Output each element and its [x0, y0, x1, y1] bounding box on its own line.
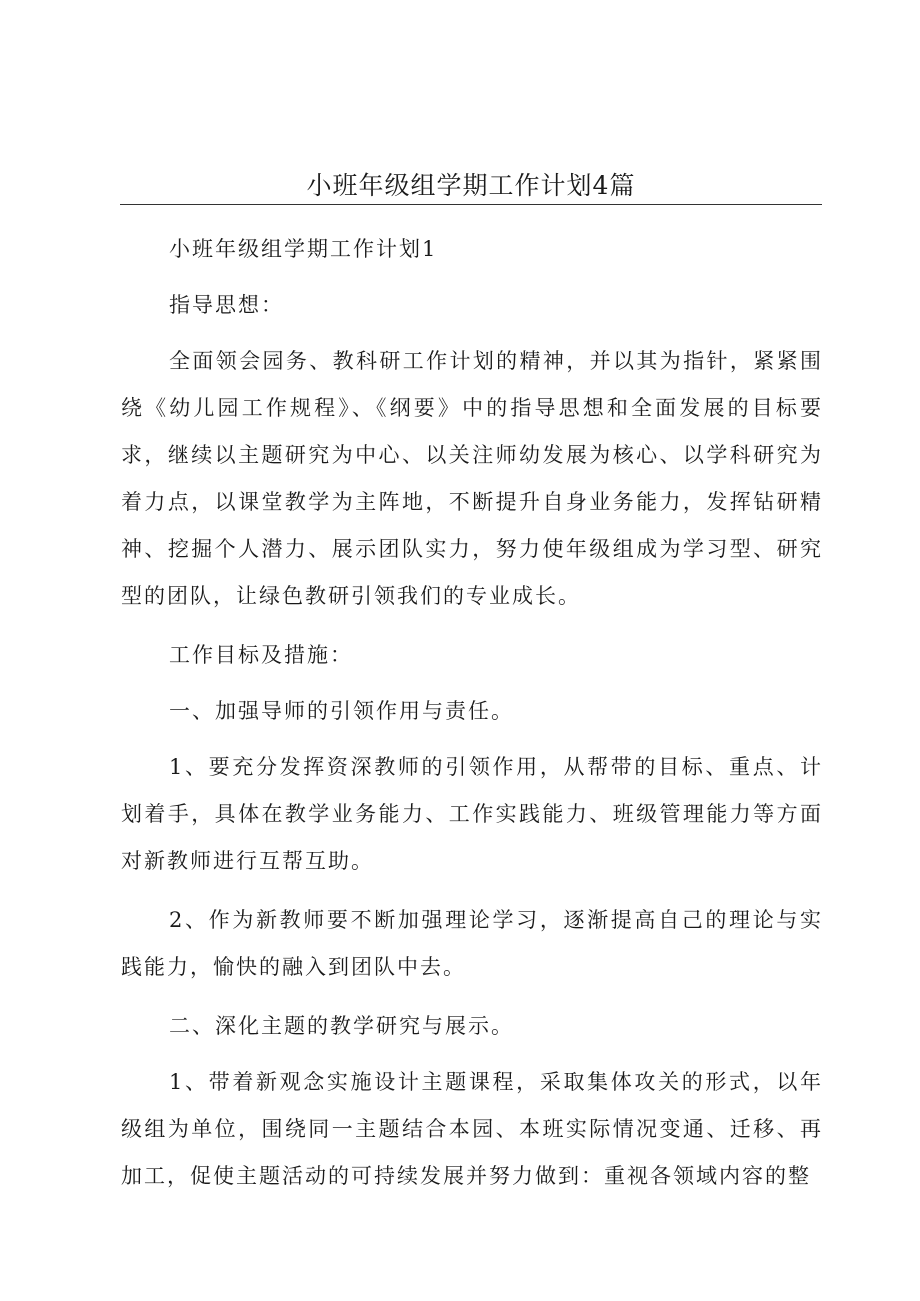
heading-theme-research: 二、深化主题的教学研究与展示。: [169, 1014, 514, 1038]
heading-goals-measures: 工作目标及措施：: [169, 643, 353, 667]
section-heading-plan-1: 小班年级组学期工作计划1: [169, 237, 438, 261]
heading-guiding-thought: 指导思想：: [169, 293, 284, 317]
paragraph-guiding-thought: 全面领会园务、教科研工作计划的精神，并以其为指针，紧紧围绕《幼儿园工作规程》、《纲要》中的指导思想和全面发展的目标要求，继续以主题研究为中心、以关注师幼发展为核心、以学科研究为着力点，以课堂教学为主阵地，不断提升自身业务能力，发挥钻研精神、挖掘个人潜力、展示团队实力，努力使年级组成为学习型、研究型的团队，让绿色教研引领我们的专业成长。: [121, 349, 823, 608]
paragraph-mentor-item-2: 2、作为新教师要不断加强理论学习，逐渐提高自己的理论与实践能力，愉快的融入到团队中去。: [121, 908, 823, 979]
document-title: 小班年级组学期工作计划4篇: [306, 171, 636, 200]
title-underline: [120, 204, 822, 205]
heading-mentor-role: 一、加强导师的引领作用与责任。: [169, 699, 514, 723]
paragraph-mentor-item-1: 1、要充分发挥资深教师的引领作用，从帮带的目标、重点、计划着手，具体在教学业务能力、工作实践能力、班级管理能力等方面对新教师进行互帮互助。: [121, 755, 823, 873]
paragraph-theme-item-1: 1、带着新观念实施设计主题课程，采取集体攻关的形式，以年级组为单位，围绕同一主题结合本园、本班实际情况变通、迁移、再加工，促使主题活动的可持续发展并努力做到：重视各领域内容的整: [121, 1070, 823, 1188]
document-body: [121, 226, 823, 1212]
